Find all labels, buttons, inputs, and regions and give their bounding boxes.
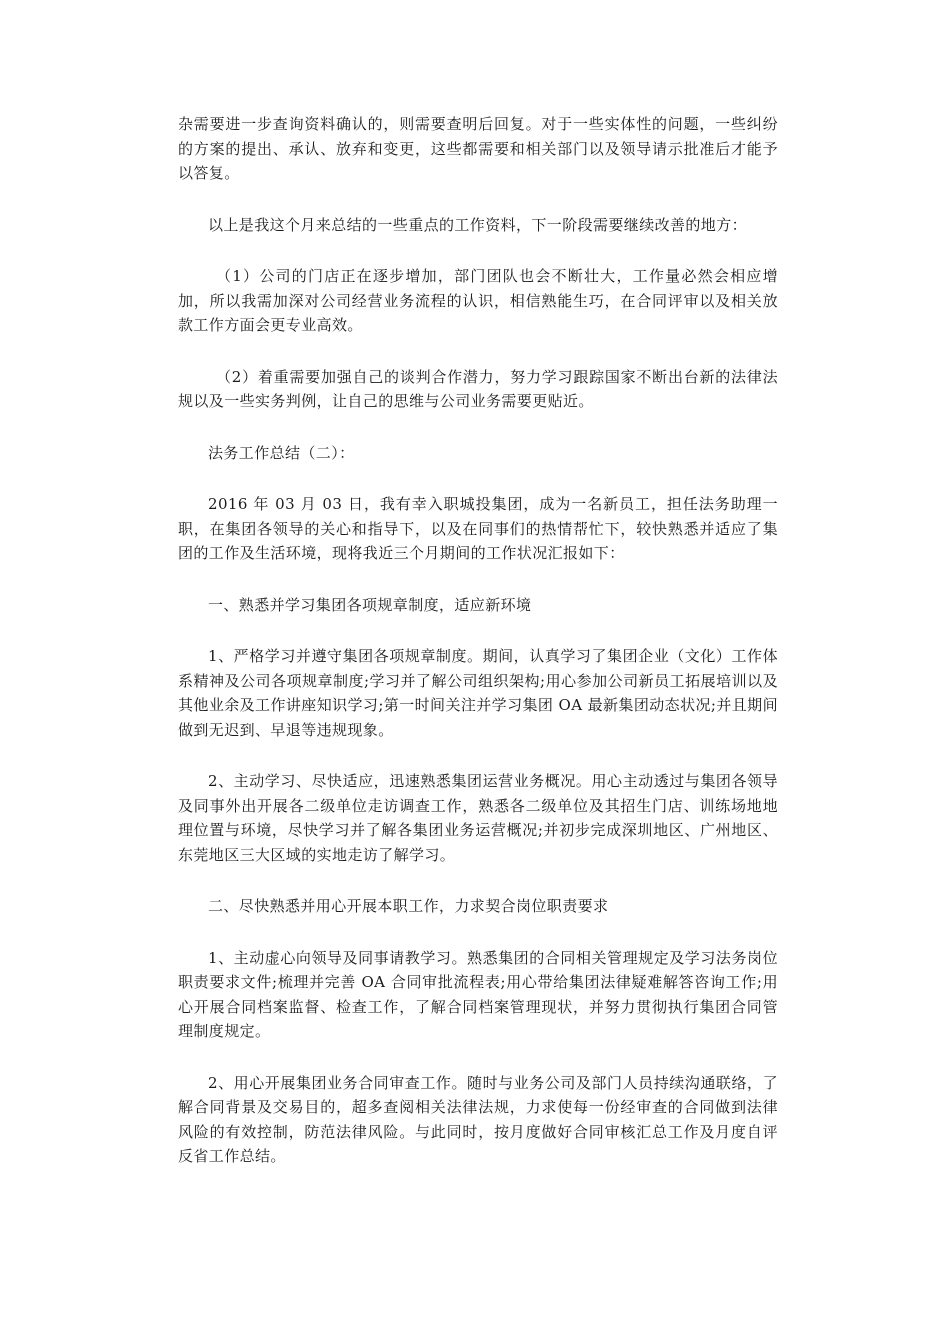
- paragraph-section-one-item-2: 2、主动学习、尽快适应，迅速熟悉集团运营业务概况。用心主动透过与集团各领导及同事外出开展各二级单位走访调查工作，熟悉各二级单位及其招生门店、训练场地地理位置与环境，尽快学习并了解各集团业务运营概况;并初步完成深圳地区、广州地区、东莞地区三大区域的实地走访了解学习。: [178, 772, 778, 864]
- paragraph-section-two-item-1: 1、主动虚心向领导及同事请教学习。熟悉集团的合同相关管理规定及学习法务岗位职责要求文件;梳理并完善 OA 合同审批流程表;用心带给集团法律疑难解答咨询工作;用心开展合同档案监督、检查工作，了解合同档案管理现状，并努力贯彻执行集团合同管理制度规定。: [178, 948, 778, 1040]
- paragraph-section-one-item-1: 1、严格学习并遵守集团各项规章制度。期间，认真学习了集团企业（文化）工作体系精神及公司各项规章制度;学习并了解公司组织架构;用心参加公司新员工拓展培训以及其他业余及工作讲座知识学习;第一时间关注并学习集团 OA 最新集团动态状况;并且期间做到无迟到、早退等违规现象。: [178, 647, 778, 739]
- paragraph-onboarding: 2016 年 03 月 03 日，我有幸入职城投集团，成为一名新员工，担任法务助理一职，在集团各领导的关心和指导下，以及在同事们的热情帮忙下，较快熟悉并适应了集团的工作及生活环境，现将我近三个月期间的工作状况汇报如下：: [178, 495, 778, 562]
- section-heading-one: 一、熟悉并学习集团各项规章制度，适应新环境: [208, 595, 532, 614]
- paragraph-improvement-2: （2）着重需要加强自己的谈判合作潜力，努力学习跟踪国家不断出台新的法律法规以及一些实务判例，让自己的思维与公司业务需要更贴近。: [178, 367, 778, 410]
- section-heading-two: 二、尽快熟悉并用心开展本职工作，力求契合岗位职责要求: [208, 897, 609, 915]
- document-page: [178, 112, 778, 1196]
- section-heading-summary-two: 法务工作总结（二）：: [208, 443, 355, 462]
- paragraph-continuation: 杂需要进一步查询资料确认的，则需要查明后回复。对于一些实体性的问题，一些纠纷的方案的提出、承认、放弃和变更，这些都需要和相关部门以及领导请示批准后才能予以答复。: [178, 115, 778, 182]
- paragraph-improvement-1: （1）公司的门店正在逐步增加，部门团队也会不断壮大，工作量必然会相应增加，所以我需加深对公司经营业务流程的认识，相信熟能生巧，在合同评审以及相关放款工作方面会更专业高效。: [178, 267, 778, 334]
- paragraph-summary-intro: 以上是我这个月来总结的一些重点的工作资料，下一阶段需要继续改善的地方：: [208, 215, 748, 234]
- paragraph-section-two-item-2: 2、用心开展集团业务合同审查工作。随时与业务公司及部门人员持续沟通联络，了解合同背景及交易目的，超多查阅相关法律法规，力求使每一份经审查的合同做到法律风险的有效控制，防范法律风险。与此同时，按月度做好合同审核汇总工作及月度自评反省工作总结。: [178, 1073, 778, 1165]
